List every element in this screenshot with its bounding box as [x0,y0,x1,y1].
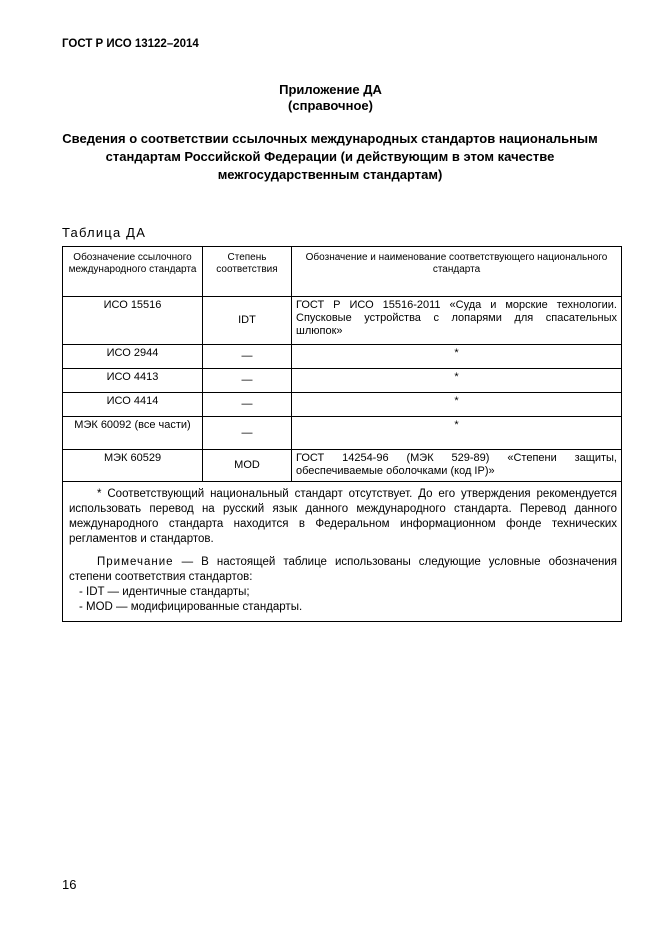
cell-national: * [292,393,622,417]
cell-standard: ИСО 2944 [63,345,203,369]
page-number: 16 [62,877,77,892]
cell-degree: IDT [203,297,292,345]
note-paragraph [69,555,617,585]
cell-degree: — [203,369,292,393]
cell-standard: ИСО 4414 [63,393,203,417]
table-row [63,297,622,345]
table-label: Таблица ДА [62,225,147,240]
table-row [63,450,622,482]
document-header: ГОСТ Р ИСО 13122–2014 [62,38,199,50]
cell-national: ГОСТ 14254-96 (МЭК 529-89) «Степени защиты, обеспечиваемые оболочками (код IP)» [292,450,622,482]
cell-standard: МЭК 60529 [63,450,203,482]
footnote-text: * Соответствующий национальный стандарт отсутствует. До его утверждения рекомендуется использовать перевод на русский язык данного международного стандарта. Перевод данного международного стандарта находится в Федеральном информационном фонде технических регламентов и стандартов. [69,488,617,545]
header-degree: Степень соответствия [203,247,292,297]
header-standard: Обозначение ссылочного международного стандарта [63,247,203,297]
cell-national: * [292,369,622,393]
note-item: - IDT — идентичные стандарты; [79,586,250,598]
cell-standard: ИСО 15516 [63,297,203,345]
cell-degree: MOD [203,450,292,482]
cell-national: ГОСТ Р ИСО 15516-2011 «Суда и морские технологии. Спусковые устройства с лопарями для спасательных шлюпок» [292,297,622,345]
cell-national: * [292,417,622,450]
cell-standard: МЭК 60092 (все части) [63,417,203,450]
cell-national: * [292,345,622,369]
appendix-subtitle: (справочное) [288,98,373,113]
cell-standard: ИСО 4413 [63,369,203,393]
table-row [63,417,622,450]
table-row [63,369,622,393]
cell-degree: — [203,393,292,417]
cell-degree: — [203,417,292,450]
cell-degree: — [203,345,292,369]
correspondence-table [62,246,622,622]
table-header-row [63,247,622,297]
appendix-title: Приложение ДА [279,82,382,97]
table-row [63,345,622,369]
appendix-heading: Сведения о соответствии ссылочных международных стандартов национальным стандартам Российской Федерации (и действующим в этом качестве межгосударственным стандартам) [62,131,598,182]
footnote-cell [63,482,622,622]
note-item: - MOD — модифицированные стандарты. [79,601,303,613]
table-footnote-row [63,482,622,622]
table-row [63,393,622,417]
header-national: Обозначение и наименование соответствующего национального стандарта [292,247,622,297]
note-label: Примечание [97,556,174,568]
note-text: — В настоящей таблице использованы следующие условные обозначения степени соответствия стандартов: [69,556,617,583]
